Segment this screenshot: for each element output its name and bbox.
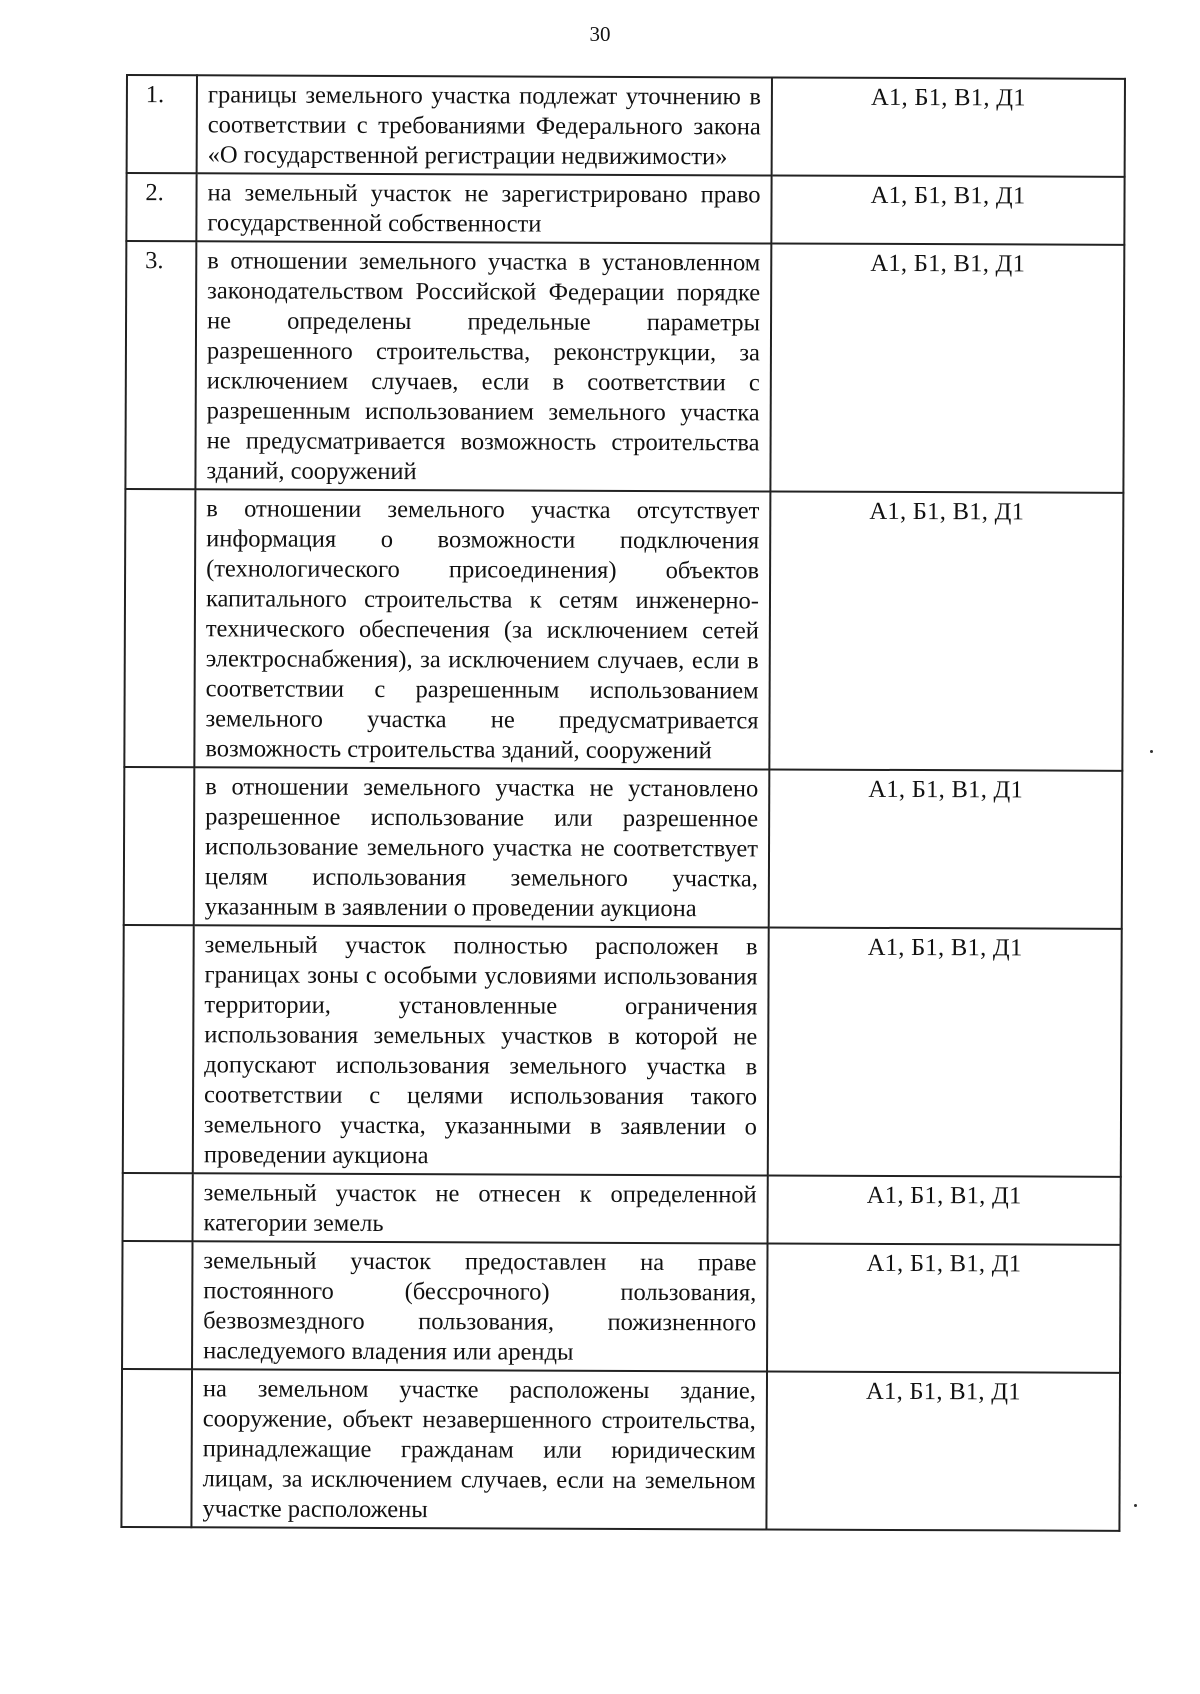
table-row: [122, 1241, 1120, 1373]
applicable-codes: А1, Б1, В1, Д1: [769, 769, 1123, 928]
applicable-codes: А1, Б1, В1, Д1: [766, 1371, 1120, 1530]
row-number: [121, 1369, 192, 1527]
table-row: [126, 173, 1124, 245]
condition-text: на земельном участке расположены здание, сооружение, объект незавершенного строительства, принадлежащие гражданам или юридическим лицам, за исключением случаев, если на земельном участке расположены: [191, 1369, 767, 1529]
conditions-table: [120, 74, 1126, 1532]
condition-text: земельный участок не отнесен к определенной категории земель: [193, 1173, 768, 1243]
applicable-codes: А1, Б1, В1, Д1: [767, 1243, 1120, 1372]
row-number: 1.: [127, 75, 197, 173]
page-number: 30: [589, 22, 611, 46]
row-number: [123, 925, 194, 1173]
table-row: [123, 1173, 1121, 1245]
applicable-codes: А1, Б1, В1, Д1: [768, 1175, 1121, 1244]
table-row: [127, 75, 1125, 177]
row-number: [123, 1173, 193, 1241]
row-number: 2.: [126, 173, 196, 241]
condition-text: в отношении земельного участка не установлено разрешенное использование или разрешенное использование земельного участка не соответствует целям использования земельного участка, указанным в заявлении о проведении аукциона: [194, 767, 770, 927]
row-number: [122, 1241, 192, 1369]
condition-text: на земельный участок не зарегистрировано право государственной собственности: [196, 173, 771, 243]
table-row: [121, 1369, 1120, 1531]
scan-speck: [1150, 750, 1153, 753]
applicable-codes: А1, Б1, В1, Д1: [772, 77, 1125, 176]
condition-text: в отношении земельного участка в установленном законодательством Российской Федерации порядке не определены предельные параметры разрешенного строительства, реконструкции, за исключением случаев, если в соответствии с разрешенным использованием земельного участка не предусматривается возможность строительства зданий, сооружений: [195, 241, 771, 491]
row-number: 3.: [125, 241, 196, 489]
applicable-codes: А1, Б1, В1, Д1: [768, 927, 1122, 1176]
table-row: [125, 241, 1124, 493]
condition-text: в отношении земельного участка отсутствует информация о возможности подключения (технологического присоединения) объектов капитального строительства к сетям инженерно-технического обеспечения (за исключением сетей электроснабжения), за исключением случаев, если в соответствии с разрешенным использованием земельного участка не предусматривается возможность строительства зданий, сооружений: [194, 489, 770, 769]
applicable-codes: А1, Б1, В1, Д1: [770, 243, 1124, 492]
condition-text: земельный участок полностью расположен в границах зоны с особыми условиями использования территории, установленные ограничения использования земельных участков в которой не допускают использования земельного участка в соответствии с целями использования такого земельного участка, указанными в заявлении о проведении аукциона: [193, 925, 769, 1175]
condition-text: земельный участок предоставлен на праве постоянного (бессрочного) пользования, безвозмездного пользования, пожизненного наследуемого владения или аренды: [192, 1241, 767, 1371]
table-row: [124, 767, 1123, 929]
row-number: [124, 489, 195, 767]
applicable-codes: А1, Б1, В1, Д1: [771, 175, 1124, 244]
condition-text: границы земельного участка подлежат уточнению в соответствии с требованиями Федерального закона «О государственной регистрации недвижимости»: [197, 75, 772, 175]
row-number: [124, 767, 195, 925]
table-row: [124, 489, 1123, 771]
table-row: [123, 925, 1122, 1177]
scan-speck: [1134, 1504, 1137, 1507]
applicable-codes: А1, Б1, В1, Д1: [769, 491, 1123, 770]
